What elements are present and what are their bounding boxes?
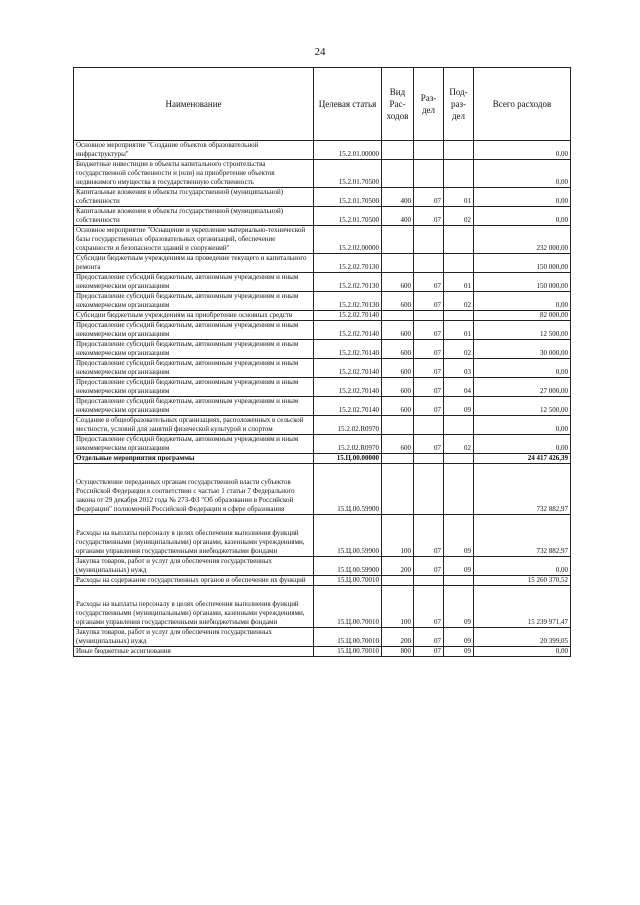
cell-razd: 07 — [414, 378, 444, 397]
cell-vid — [382, 454, 414, 464]
table-header-row — [74, 68, 571, 141]
cell-podr: 09 — [444, 515, 474, 557]
table-row — [74, 311, 571, 321]
cell-vid — [382, 160, 414, 188]
cell-total: 150 000,00 — [474, 273, 571, 292]
cell-podr — [444, 254, 474, 273]
cell-podr: 03 — [444, 359, 474, 378]
cell-podr — [444, 160, 474, 188]
cell-total: 12 500,00 — [474, 397, 571, 416]
cell-name: Предоставление субсидий бюджетным, автономным учреждениям и иным некоммерческим организациям — [74, 378, 314, 397]
cell-name: Отдельные мероприятия программы — [74, 454, 314, 464]
table-row — [74, 647, 571, 657]
table-row — [74, 416, 571, 435]
header-vid: Вид Рас-ходов — [382, 68, 414, 141]
header-razdel: Раз-дел — [414, 68, 444, 141]
cell-vid: 600 — [382, 340, 414, 359]
cell-vid: 100 — [382, 586, 414, 628]
cell-podr: 01 — [444, 321, 474, 340]
cell-podr: 09 — [444, 647, 474, 657]
cell-vid: 200 — [382, 628, 414, 647]
cell-razd: 07 — [414, 628, 444, 647]
cell-code: 15.2.02.70140 — [314, 378, 382, 397]
cell-total: 15 260 370,52 — [474, 576, 571, 586]
header-target: Целевая статья — [314, 68, 382, 141]
cell-podr: 01 — [444, 188, 474, 207]
cell-code: 15.2.02.70140 — [314, 340, 382, 359]
cell-name: Предоставление субсидий бюджетным, автономным учреждениям и иным некоммерческим организациям — [74, 435, 314, 454]
cell-podr — [444, 464, 474, 515]
table-row — [74, 254, 571, 273]
cell-total: 732 882,97 — [474, 515, 571, 557]
cell-name: Расходы на содержание государственных органов и обеспечение их функций — [74, 576, 314, 586]
cell-name: Основное мероприятие "Оснащение и укрепление материально-технической базы государственных образовательных организаций, обеспечение сохранности и безопасности зданий и сооружений" — [74, 226, 314, 254]
cell-vid — [382, 254, 414, 273]
table-row — [74, 226, 571, 254]
cell-total: 20 399,05 — [474, 628, 571, 647]
cell-name: Предоставление субсидий бюджетным, автономным учреждениям и иным некоммерческим организациям — [74, 359, 314, 378]
table-row — [74, 207, 571, 226]
cell-name: Создание в общеобразовательных организациях, расположенных в сельской местности, условий для занятий физической культурой и спортом — [74, 416, 314, 435]
cell-podr: 09 — [444, 586, 474, 628]
table-row — [74, 557, 571, 576]
cell-total: 0,00 — [474, 188, 571, 207]
cell-razd: 07 — [414, 188, 444, 207]
cell-code: 15.Ц.00.70010 — [314, 628, 382, 647]
cell-vid: 400 — [382, 188, 414, 207]
cell-podr — [444, 454, 474, 464]
cell-razd — [414, 141, 444, 160]
cell-code: 15.2.02.70140 — [314, 311, 382, 321]
budget-table — [73, 67, 571, 657]
cell-total: 0,00 — [474, 160, 571, 188]
cell-razd: 07 — [414, 273, 444, 292]
cell-name: Предоставление субсидий бюджетным, автономным учреждениям и иным некоммерческим организациям — [74, 340, 314, 359]
cell-vid: 600 — [382, 435, 414, 454]
cell-razd: 07 — [414, 647, 444, 657]
cell-code: 15.Ц.00.70010 — [314, 576, 382, 586]
cell-total: 150 000,00 — [474, 254, 571, 273]
cell-name: Капитальные вложения в объекты государственной (муниципальной) собственности — [74, 207, 314, 226]
cell-total: 732 882,97 — [474, 464, 571, 515]
cell-podr: 02 — [444, 435, 474, 454]
table-row — [74, 586, 571, 628]
cell-vid — [382, 416, 414, 435]
table-row — [74, 273, 571, 292]
table-row — [74, 397, 571, 416]
table-row — [74, 160, 571, 188]
cell-razd: 07 — [414, 321, 444, 340]
cell-name: Осуществление переданных органам государственной власти субъектов Российской Федерации в соответствии с частью 1 статьи 7 Федерального закона от 29 декабря 2012 года № 273-ФЗ "Об образовании в Российской Федерации" полномочий Российской Федерации в сфере образования — [74, 464, 314, 515]
table-row — [74, 378, 571, 397]
cell-code: 15.2.02.70140 — [314, 397, 382, 416]
table-row — [74, 576, 571, 586]
cell-vid — [382, 141, 414, 160]
cell-vid: 600 — [382, 321, 414, 340]
cell-podr: 09 — [444, 628, 474, 647]
cell-code: 15.2.02.70140 — [314, 359, 382, 378]
cell-podr: 02 — [444, 292, 474, 311]
cell-code: 15.2.02.70130 — [314, 273, 382, 292]
cell-code: 15.Ц.00.00000 — [314, 454, 382, 464]
cell-code: 15.Ц.00.59900 — [314, 464, 382, 515]
page-number: 24 — [314, 46, 326, 58]
cell-code: 15.2.02.00000 — [314, 226, 382, 254]
cell-razd: 07 — [414, 340, 444, 359]
cell-razd: 07 — [414, 292, 444, 311]
table-row — [74, 435, 571, 454]
cell-code: 15.2.01.00000 — [314, 141, 382, 160]
table-row — [74, 141, 571, 160]
cell-total: 0,00 — [474, 207, 571, 226]
cell-podr: 01 — [444, 273, 474, 292]
cell-vid: 600 — [382, 378, 414, 397]
cell-razd: 07 — [414, 359, 444, 378]
table-row — [74, 628, 571, 647]
cell-total: 0,00 — [474, 435, 571, 454]
cell-podr — [444, 576, 474, 586]
cell-code: 15.Ц.00.59900 — [314, 557, 382, 576]
cell-total: 0,00 — [474, 292, 571, 311]
cell-name: Закупка товаров, работ и услуг для обеспечения государственных (муниципальных) нужд — [74, 628, 314, 647]
cell-razd: 07 — [414, 515, 444, 557]
cell-total: 0,00 — [474, 647, 571, 657]
cell-total: 0,00 — [474, 359, 571, 378]
table-row — [74, 292, 571, 311]
cell-vid: 600 — [382, 292, 414, 311]
cell-code: 15.2.01.70500 — [314, 160, 382, 188]
cell-razd: 07 — [414, 586, 444, 628]
cell-name: Субсидии бюджетным учреждениям на приобретение основных средств — [74, 311, 314, 321]
cell-vid: 600 — [382, 273, 414, 292]
cell-total: 0,00 — [474, 557, 571, 576]
cell-name: Предоставление субсидий бюджетным, автономным учреждениям и иным некоммерческим организациям — [74, 273, 314, 292]
cell-razd — [414, 416, 444, 435]
cell-vid — [382, 576, 414, 586]
cell-vid: 200 — [382, 557, 414, 576]
table-row — [74, 464, 571, 515]
cell-code: 15.2.02.R0970 — [314, 416, 382, 435]
table-row — [74, 340, 571, 359]
table-row — [74, 188, 571, 207]
cell-vid: 800 — [382, 647, 414, 657]
table-row — [74, 359, 571, 378]
table-row — [74, 321, 571, 340]
cell-razd — [414, 464, 444, 515]
cell-name: Предоставление субсидий бюджетным, автономным учреждениям и иным некоммерческим организациям — [74, 292, 314, 311]
cell-name: Иные бюджетные ассигнования — [74, 647, 314, 657]
cell-name: Расходы на выплаты персоналу в целях обеспечения выполнения функций государственными (муниципальными) органами, казенными учреждениями, органами управления государственными внебюджетными фондами — [74, 586, 314, 628]
header-name: Наименование — [74, 68, 314, 141]
cell-name: Предоставление субсидий бюджетным, автономным учреждениям и иным некоммерческим организациям — [74, 321, 314, 340]
cell-podr: 04 — [444, 378, 474, 397]
cell-podr: 02 — [444, 340, 474, 359]
cell-code: 15.Ц.00.59900 — [314, 515, 382, 557]
cell-code: 15.Ц.00.70010 — [314, 586, 382, 628]
cell-podr — [444, 311, 474, 321]
cell-razd — [414, 311, 444, 321]
cell-code: 15.Ц.00.70010 — [314, 647, 382, 657]
cell-name: Расходы на выплаты персоналу в целях обеспечения выполнения функций государственными (муниципальными) органами, казенными учреждениями, органами управления государственными внебюджетными фондами — [74, 515, 314, 557]
cell-total: 12 500,00 — [474, 321, 571, 340]
cell-razd — [414, 254, 444, 273]
cell-code: 15.2.01.70500 — [314, 207, 382, 226]
table-row — [74, 515, 571, 557]
cell-total: 232 000,00 — [474, 226, 571, 254]
cell-total: 0,00 — [474, 141, 571, 160]
cell-vid: 600 — [382, 359, 414, 378]
cell-razd — [414, 576, 444, 586]
cell-total: 27 000,00 — [474, 378, 571, 397]
cell-vid: 400 — [382, 207, 414, 226]
cell-name: Предоставление субсидий бюджетным, автономным учреждениям и иным некоммерческим организациям — [74, 397, 314, 416]
cell-podr — [444, 226, 474, 254]
cell-name: Субсидии бюджетным учреждениям на проведение текущего и капитального ремонта — [74, 254, 314, 273]
cell-razd: 07 — [414, 207, 444, 226]
cell-razd — [414, 454, 444, 464]
cell-name: Бюджетные инвестиции в объекты капитального строительства государственной собственности и (или) на приобретение объектов недвижимого имущества в государственную собственность — [74, 160, 314, 188]
header-total: Всего расходов — [474, 68, 571, 141]
cell-podr: 09 — [444, 397, 474, 416]
cell-razd — [414, 160, 444, 188]
table-row — [74, 454, 571, 464]
cell-total: 15 239 971,47 — [474, 586, 571, 628]
cell-vid: 100 — [382, 515, 414, 557]
cell-code: 15.2.02.R0970 — [314, 435, 382, 454]
cell-name: Основное мероприятие "Создание объектов образовательной инфраструктуры" — [74, 141, 314, 160]
cell-razd — [414, 226, 444, 254]
cell-total: 24 417 426,39 — [474, 454, 571, 464]
cell-razd: 07 — [414, 397, 444, 416]
cell-podr: 02 — [444, 207, 474, 226]
cell-name: Закупка товаров, работ и услуг для обеспечения государственных (муниципальных) нужд — [74, 557, 314, 576]
cell-total: 0,00 — [474, 416, 571, 435]
cell-razd: 07 — [414, 435, 444, 454]
cell-vid — [382, 226, 414, 254]
cell-podr — [444, 416, 474, 435]
cell-vid: 600 — [382, 397, 414, 416]
cell-podr — [444, 141, 474, 160]
cell-vid — [382, 464, 414, 515]
cell-vid — [382, 311, 414, 321]
table-body — [74, 141, 571, 657]
cell-code: 15.2.02.70130 — [314, 254, 382, 273]
cell-code: 15.2.02.70130 — [314, 292, 382, 311]
cell-total: 82 000,00 — [474, 311, 571, 321]
header-podrazdel: Под-раз-дел — [444, 68, 474, 141]
cell-podr: 09 — [444, 557, 474, 576]
cell-code: 15.2.02.70140 — [314, 321, 382, 340]
cell-code: 15.2.01.70500 — [314, 188, 382, 207]
cell-total: 30 000,00 — [474, 340, 571, 359]
cell-name: Капитальные вложения в объекты государственной (муниципальной) собственности — [74, 188, 314, 207]
cell-razd: 07 — [414, 557, 444, 576]
